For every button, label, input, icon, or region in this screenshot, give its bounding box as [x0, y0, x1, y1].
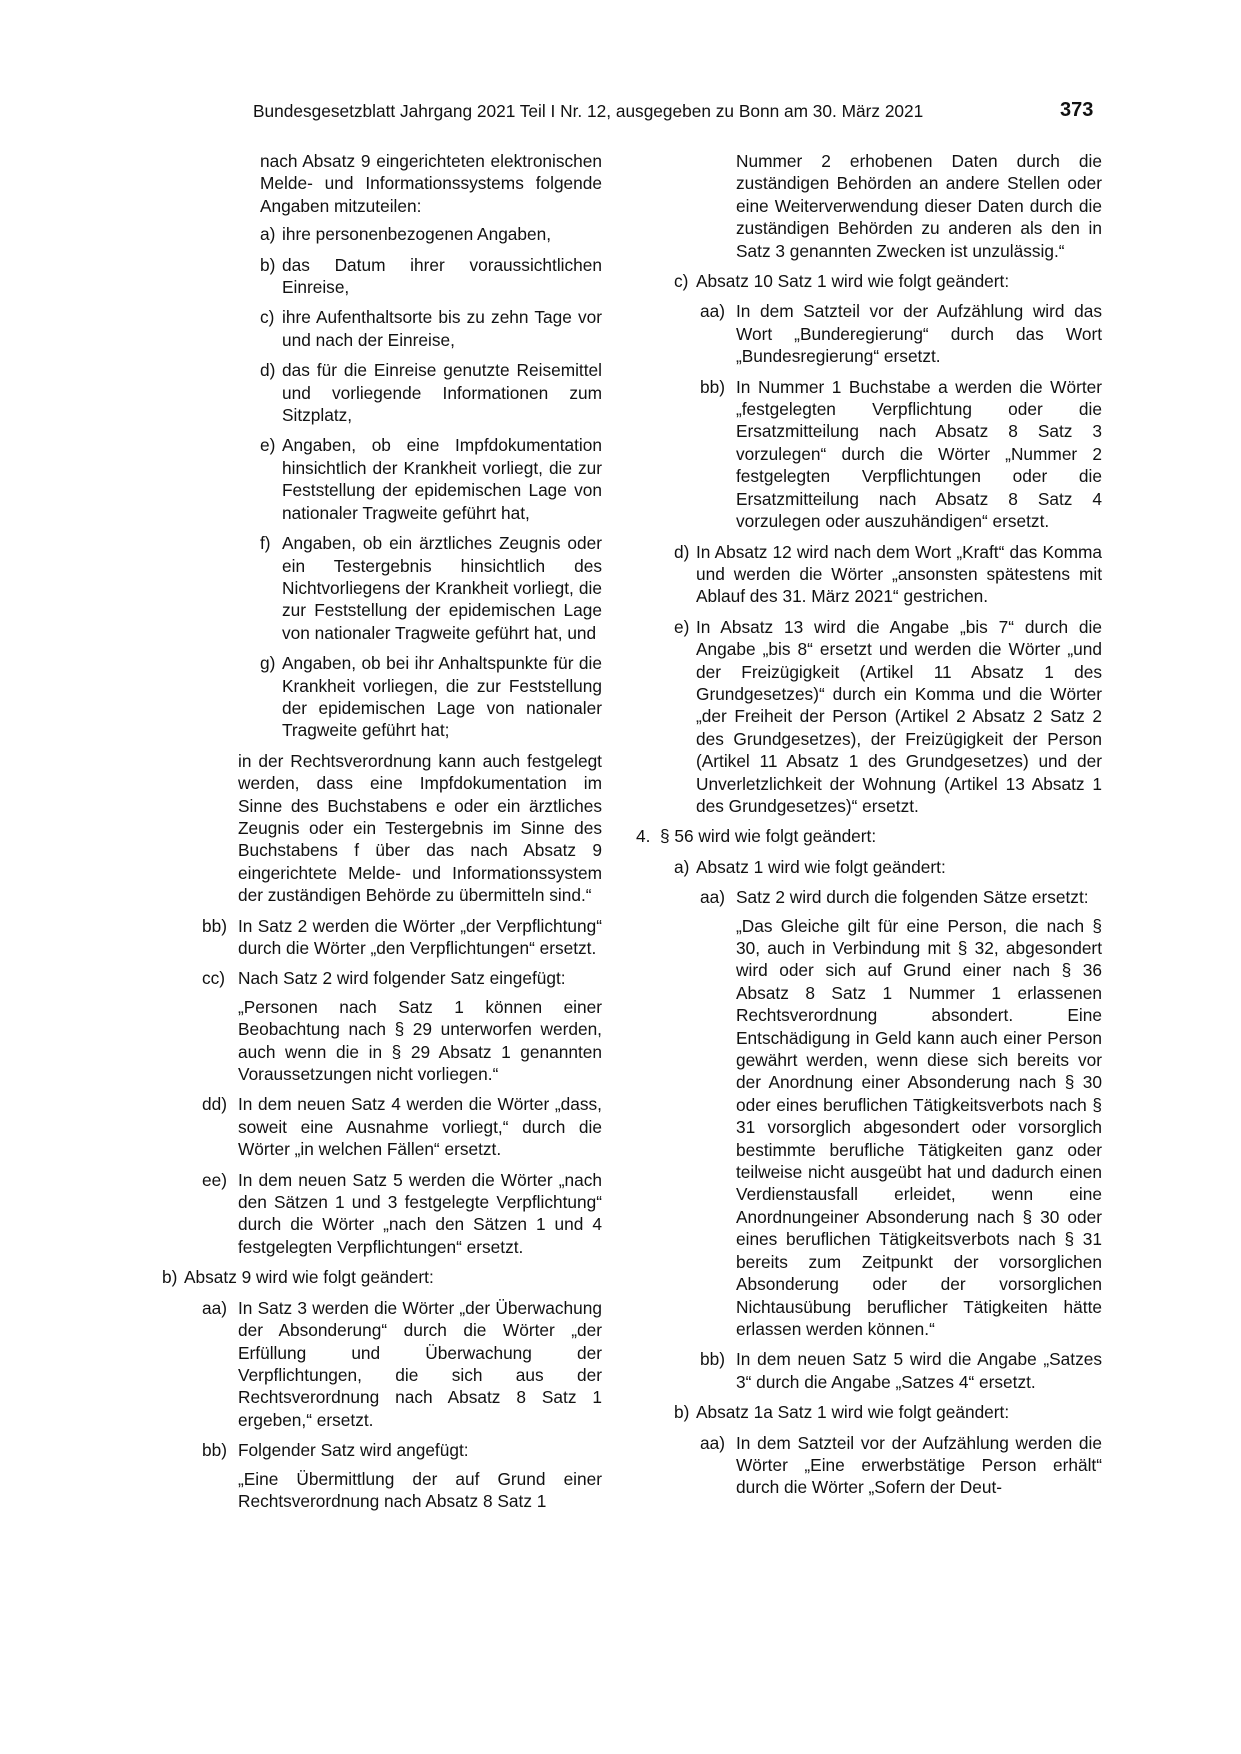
item-label: aa)	[700, 887, 725, 908]
list-item	[260, 652, 602, 742]
item-label: bb)	[202, 1440, 227, 1461]
item-label: c)	[674, 271, 689, 292]
page-number: 373	[1060, 99, 1094, 121]
list-text: das für die Einreise genutzte Reisemittel und vorliegende Informationen zum Sitzplatz,	[282, 360, 602, 426]
item-label: aa)	[700, 301, 725, 322]
item-text: In dem neuen Satz 5 werden die Wörter „nach den Sätzen 1 und 3 festgelegte Verpflichtung“ durch die Wörter „nach den Sätzen 1 und 4 festgelegten Verpflichtungen“ ersetzt.	[238, 1169, 602, 1257]
intro-paragraph: nach Absatz 9 eingerichteten elektronischen Melde- und Informationssystems folgende Angaben mitzuteilen:	[260, 151, 602, 216]
list-text: ihre personenbezogenen Angaben,	[282, 224, 552, 245]
item-text: In Satz 2 werden die Wörter „der Verpflichtung“ durch die Wörter „den Verpflichtungen“ ersetzt.	[238, 915, 602, 958]
list-label: a)	[260, 224, 276, 245]
list-label: g)	[260, 653, 276, 674]
item-label: b)	[162, 1267, 178, 1288]
list-text: das Datum ihrer voraussichtlichen Einreise,	[282, 254, 602, 298]
amendment-dd	[202, 1093, 602, 1160]
item-text: In Absatz 12 wird nach dem Wort „Kraft“ das Komma und werden die Wörter „ansonsten spätestens mit Ablauf des 31. März 2021“ gestrichen.	[696, 541, 1102, 607]
list-label: c)	[260, 307, 275, 328]
item-label: 4.	[636, 826, 651, 847]
item-text: In Absatz 13 wird die Angabe „bis 7“ durch die Angabe „bis 8“ ersetzt und werden die Wörter „und der Freizügigkeit (Artikel 11 Absatz 1 des Grundgesetzes)“ durch ein Komma und die Wörter „der Freiheit der Person (Artikel 2 Absatz 2 Satz 2 des Grundgesetzes), der Freizügigkeit der Person (Artikel 11 Absatz 1 des Grundgesetzes) und der Unverletzlichkeit der Wohnung (Artikel 13 Absatz 1 des Grundgesetzes)“ ersetzt.	[696, 616, 1102, 816]
list-item	[260, 306, 602, 351]
item-text: In dem neuen Satz 4 werden die Wörter „dass, soweit eine Ausnahme vorliegt,“ durch die Wörter „in welchen Fällen“ ersetzt.	[238, 1094, 602, 1160]
item-text: Absatz 1a Satz 1 wird wie folgt geändert:	[696, 1402, 1010, 1423]
enumeration-list	[162, 223, 602, 742]
list-item	[260, 434, 602, 524]
page-header	[0, 92, 1241, 132]
item-label: d)	[674, 541, 690, 562]
item-text: In dem Satzteil vor der Aufzählung wird das Wort „Bunderegierung“ durch das Wort „Bundesregierung“ ersetzt.	[736, 301, 1102, 367]
amendment-e	[674, 616, 1102, 818]
item-text: In dem Satzteil vor der Aufzählung werden die Wörter „Eine erwerbstätige Person erhält“ durch die Wörter „Sofern der Deut-	[736, 1432, 1102, 1498]
list-label: e)	[260, 435, 276, 456]
item-text: Folgender Satz wird angefügt:	[238, 1440, 469, 1461]
appended-quote: „Eine Übermittlung der auf Grund einer Rechtsverordnung nach Absatz 8 Satz 1	[238, 1468, 602, 1511]
item-label: dd)	[202, 1094, 227, 1115]
amendment-d	[674, 541, 1102, 608]
amendment-b	[162, 1266, 602, 1288]
item-label: a)	[674, 856, 690, 877]
amendment-c-bb	[700, 376, 1102, 533]
item-text: Absatz 9 wird wie folgt geändert:	[184, 1267, 434, 1288]
item-label: aa)	[202, 1297, 227, 1318]
list-text: Angaben, ob ein ärztliches Zeugnis oder ein Testergebnis hinsichtlich des Nichtvorliegens der Krankheit vorliegt, die zur Feststellung der epidemischen Lage von nationaler Tragweite geführt hat, und	[282, 533, 602, 643]
item-label: e)	[674, 616, 690, 637]
item-label: bb)	[700, 376, 725, 397]
amendment-b-bb	[202, 1439, 602, 1512]
amendment-ee	[202, 1169, 602, 1259]
list-item	[260, 532, 602, 644]
amendment-c-aa	[700, 300, 1102, 367]
amendment-bb	[202, 915, 602, 960]
amendment-4-a	[674, 856, 1102, 878]
inserted-quote: „Personen nach Satz 1 können einer Beobachtung nach § 29 unterworfen werden, auch wenn die in § 29 Absatz 1 genannten Voraussetzungen nicht vorliegen.“	[238, 996, 602, 1085]
item-text: In Nummer 1 Buchstabe a werden die Wörter „festgelegten Verpflichtung oder die Ersatzmitteilung nach Absatz 8 Satz 3 vorzulegen“ durch die Wörter „Nummer 2 festgelegten Verpflichtungen oder die Ersatzmitteilung nach Absatz 8 Satz 4 vorzulegen oder auszuhändigen“ ersetzt.	[736, 376, 1102, 532]
list-item	[260, 223, 602, 245]
list-text: Angaben, ob bei ihr Anhaltspunkte für die Krankheit vorliegen, die zur Feststellung der epidemischen Lage von nationaler Tragweite geführt hat;	[282, 653, 602, 741]
left-column	[162, 150, 602, 1512]
amendment-4-a-aa	[700, 886, 1102, 1340]
amendment-b-aa	[202, 1297, 602, 1431]
right-column	[636, 150, 1102, 1499]
item-label: bb)	[202, 915, 227, 936]
item-text: Absatz 1 wird wie folgt geändert:	[696, 856, 946, 877]
amendment-c	[674, 270, 1102, 292]
item-text: Satz 2 wird durch die folgenden Sätze ersetzt:	[736, 887, 1089, 908]
item-text: In dem neuen Satz 5 wird die Angabe „Satzes 3“ durch die Angabe „Satzes 4“ ersetzt.	[736, 1349, 1102, 1392]
item-label: ee)	[202, 1169, 227, 1190]
list-text: Angaben, ob eine Impfdokumentation hinsichtlich der Krankheit vorliegt, die zur Feststellung der epidemischen Lage von nationaler Tragweite geführt hat,	[282, 435, 602, 523]
item-label: b)	[674, 1402, 690, 1423]
item-text: Nach Satz 2 wird folgender Satz eingefügt:	[238, 968, 566, 989]
running-title: Bundesgesetzblatt Jahrgang 2021 Teil I Nr. 12, ausgegeben zu Bonn am 30. März 2021	[253, 101, 924, 121]
list-label: b)	[260, 254, 276, 275]
item-text: § 56 wird wie folgt geändert:	[660, 826, 877, 847]
item-text: In Satz 3 werden die Wörter „der Überwachung der Absonderung“ durch die Wörter „der Erfüllung und Überwachung der Verpflichtungen, die sich aus der Rechtsverordnung nach Absatz 8 Satz 1 ergeben,“ ersetzt.	[238, 1297, 602, 1430]
item-text: Absatz 10 Satz 1 wird wie folgt geändert:	[696, 271, 1010, 292]
list-item	[260, 254, 602, 299]
item-label: bb)	[700, 1349, 725, 1370]
amendment-cc	[202, 967, 602, 1085]
amendment-4-b	[674, 1401, 1102, 1423]
item-label: aa)	[700, 1432, 725, 1453]
amendment-4	[636, 825, 1102, 847]
list-item	[260, 359, 602, 426]
list-text: ihre Aufenthaltsorte bis zu zehn Tage vor und nach der Einreise,	[282, 307, 602, 350]
replacement-quote: „Das Gleiche gilt für eine Person, die nach § 30, auch in Verbindung mit § 32, abgesondert wird oder sich auf Grund einer nach § 36 Absatz 8 Satz 1 Nummer 1 erlassenen Rechtsverordnung absondert. Eine Entschädigung in Geld kann auch einer Person gewährt werden, wenn diese sich bereits vor der Anordnung einer Absonderung nach § 30 oder eines beruflichen Tätigkeitsverbots nach § 31 vorsorglich abgesondert oder vorsorglich bestimmte berufliche Tätigkeiten ganz oder teilweise nicht ausgeübt hat und dadurch einen Verdienstausfall erleidet, wenn eine Anordnungeiner Absonderung nach § 30 oder eines beruflichen Tätigkeitsverbots nach § 31 bereits zum Zeitpunkt der vorsorglichen Absonderung oder der vorsorglichen Nichtausübung beruflicher Tätigkeiten hätte erlassen werden können.“	[736, 915, 1102, 1339]
amendment-4-a-bb	[700, 1348, 1102, 1393]
tail-paragraph: in der Rechtsverordnung kann auch festgelegt werden, dass eine Impfdokumentation im Sinne des Buchstabens e oder ein ärztliches Zeugnis oder ein Testergebnis im Sinne des Buchstabens f über das nach Absatz 9 eingerichtete Melde- und Informationssystem der zuständigen Behörde zu übermitteln sind.“	[238, 750, 602, 906]
list-label: d)	[260, 360, 276, 381]
continued-paragraph: Nummer 2 erhobenen Daten durch die zuständigen Behörden an andere Stellen oder eine Weiterverwendung dieser Daten durch die zuständigen Behörden zu anderen als den in Satz 3 genannten Zwecken ist unzulässig.“	[736, 151, 1102, 261]
item-label: cc)	[202, 968, 226, 989]
amendment-4-b-aa	[700, 1432, 1102, 1499]
list-label: f)	[260, 533, 271, 554]
